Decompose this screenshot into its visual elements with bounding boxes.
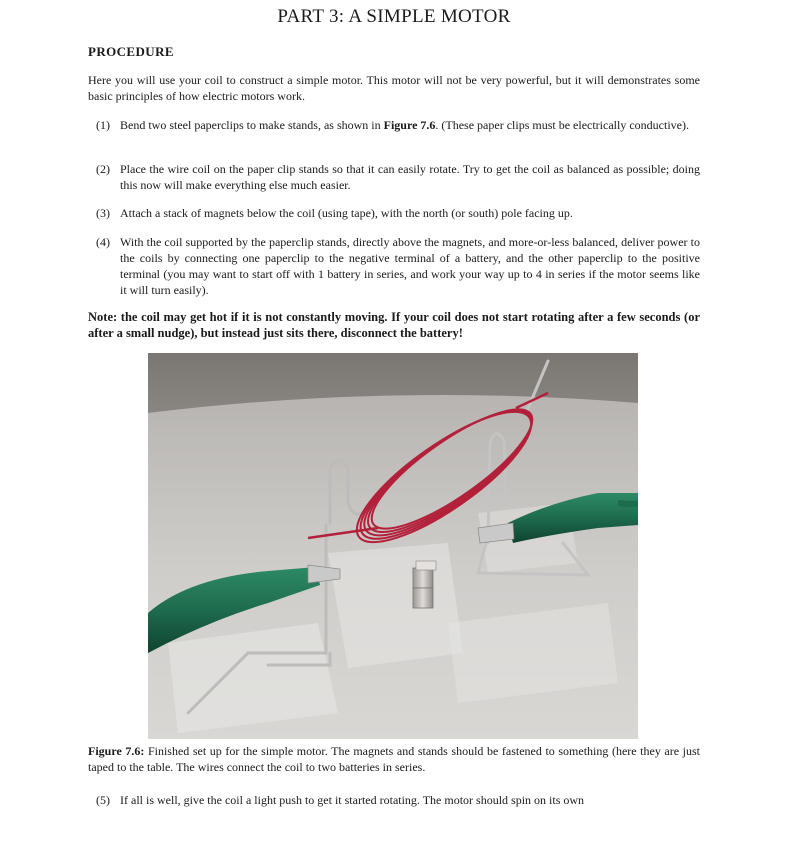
magnet-stack (413, 561, 436, 608)
step-5 (96, 792, 700, 808)
step-text: If all is well, give the coil a light push to get it started rotating. The motor should spin on its own (120, 793, 585, 807)
figure-label: Figure 7.6: (88, 744, 145, 758)
step-number: (1) (96, 118, 110, 132)
warning-note: Note: the coil may get hot if it is not constantly moving. If your coil does not start rotating after a few seconds (or after a small nudge), but instead just sits there, disconnect the battery! (88, 310, 700, 340)
intro-paragraph: Here you will use your coil to construct a simple motor. This motor will not be very powerful, but it will demonstrates some basic principles of how electric motors work. (88, 73, 700, 103)
step-3 (96, 205, 700, 221)
step-text: With the coil supported by the paperclip stands, directly above the magnets, and more-or-less balanced, deliver power to the coils by connecting one paperclip to the negative terminal of a battery, and the other paperclip to the positive terminal (you may want to start off with 1 battery in series, and work your way up to 4 in series if the motor seems like it will turn easily). (120, 235, 700, 297)
step-text: Place the wire coil on the paper clip stands so that it can easily rotate. Try to get the coil as balanced as possible; doing this now will make everything else much easier. (120, 162, 700, 192)
step-text: Bend two steel paperclips to make stands, as shown in Figure 7.6. (These paper clips must be electrically conductive). (120, 118, 689, 132)
step-number: (5) (96, 793, 110, 807)
step-4 (96, 234, 700, 298)
motor-photo (148, 353, 638, 739)
figure-caption: Figure 7.6: Finished set up for the simple motor. The magnets and stands should be fastened to something (here they are just taped to the table. The wires connect the coil to two batteries in series. (88, 744, 700, 774)
tape-strip (328, 543, 463, 668)
step-number: (2) (96, 162, 110, 176)
step-number: (4) (96, 235, 110, 249)
step-2 (96, 161, 700, 193)
step-number: (3) (96, 206, 110, 220)
step-1 (96, 117, 700, 133)
step-text: Attach a stack of magnets below the coil (using tape), with the north (or south) pole facing up. (120, 206, 573, 220)
section-heading: PROCEDURE (88, 44, 174, 59)
page-title: PART 3: A SIMPLE MOTOR (277, 6, 511, 27)
figure-reference: Figure 7.6 (383, 118, 436, 132)
